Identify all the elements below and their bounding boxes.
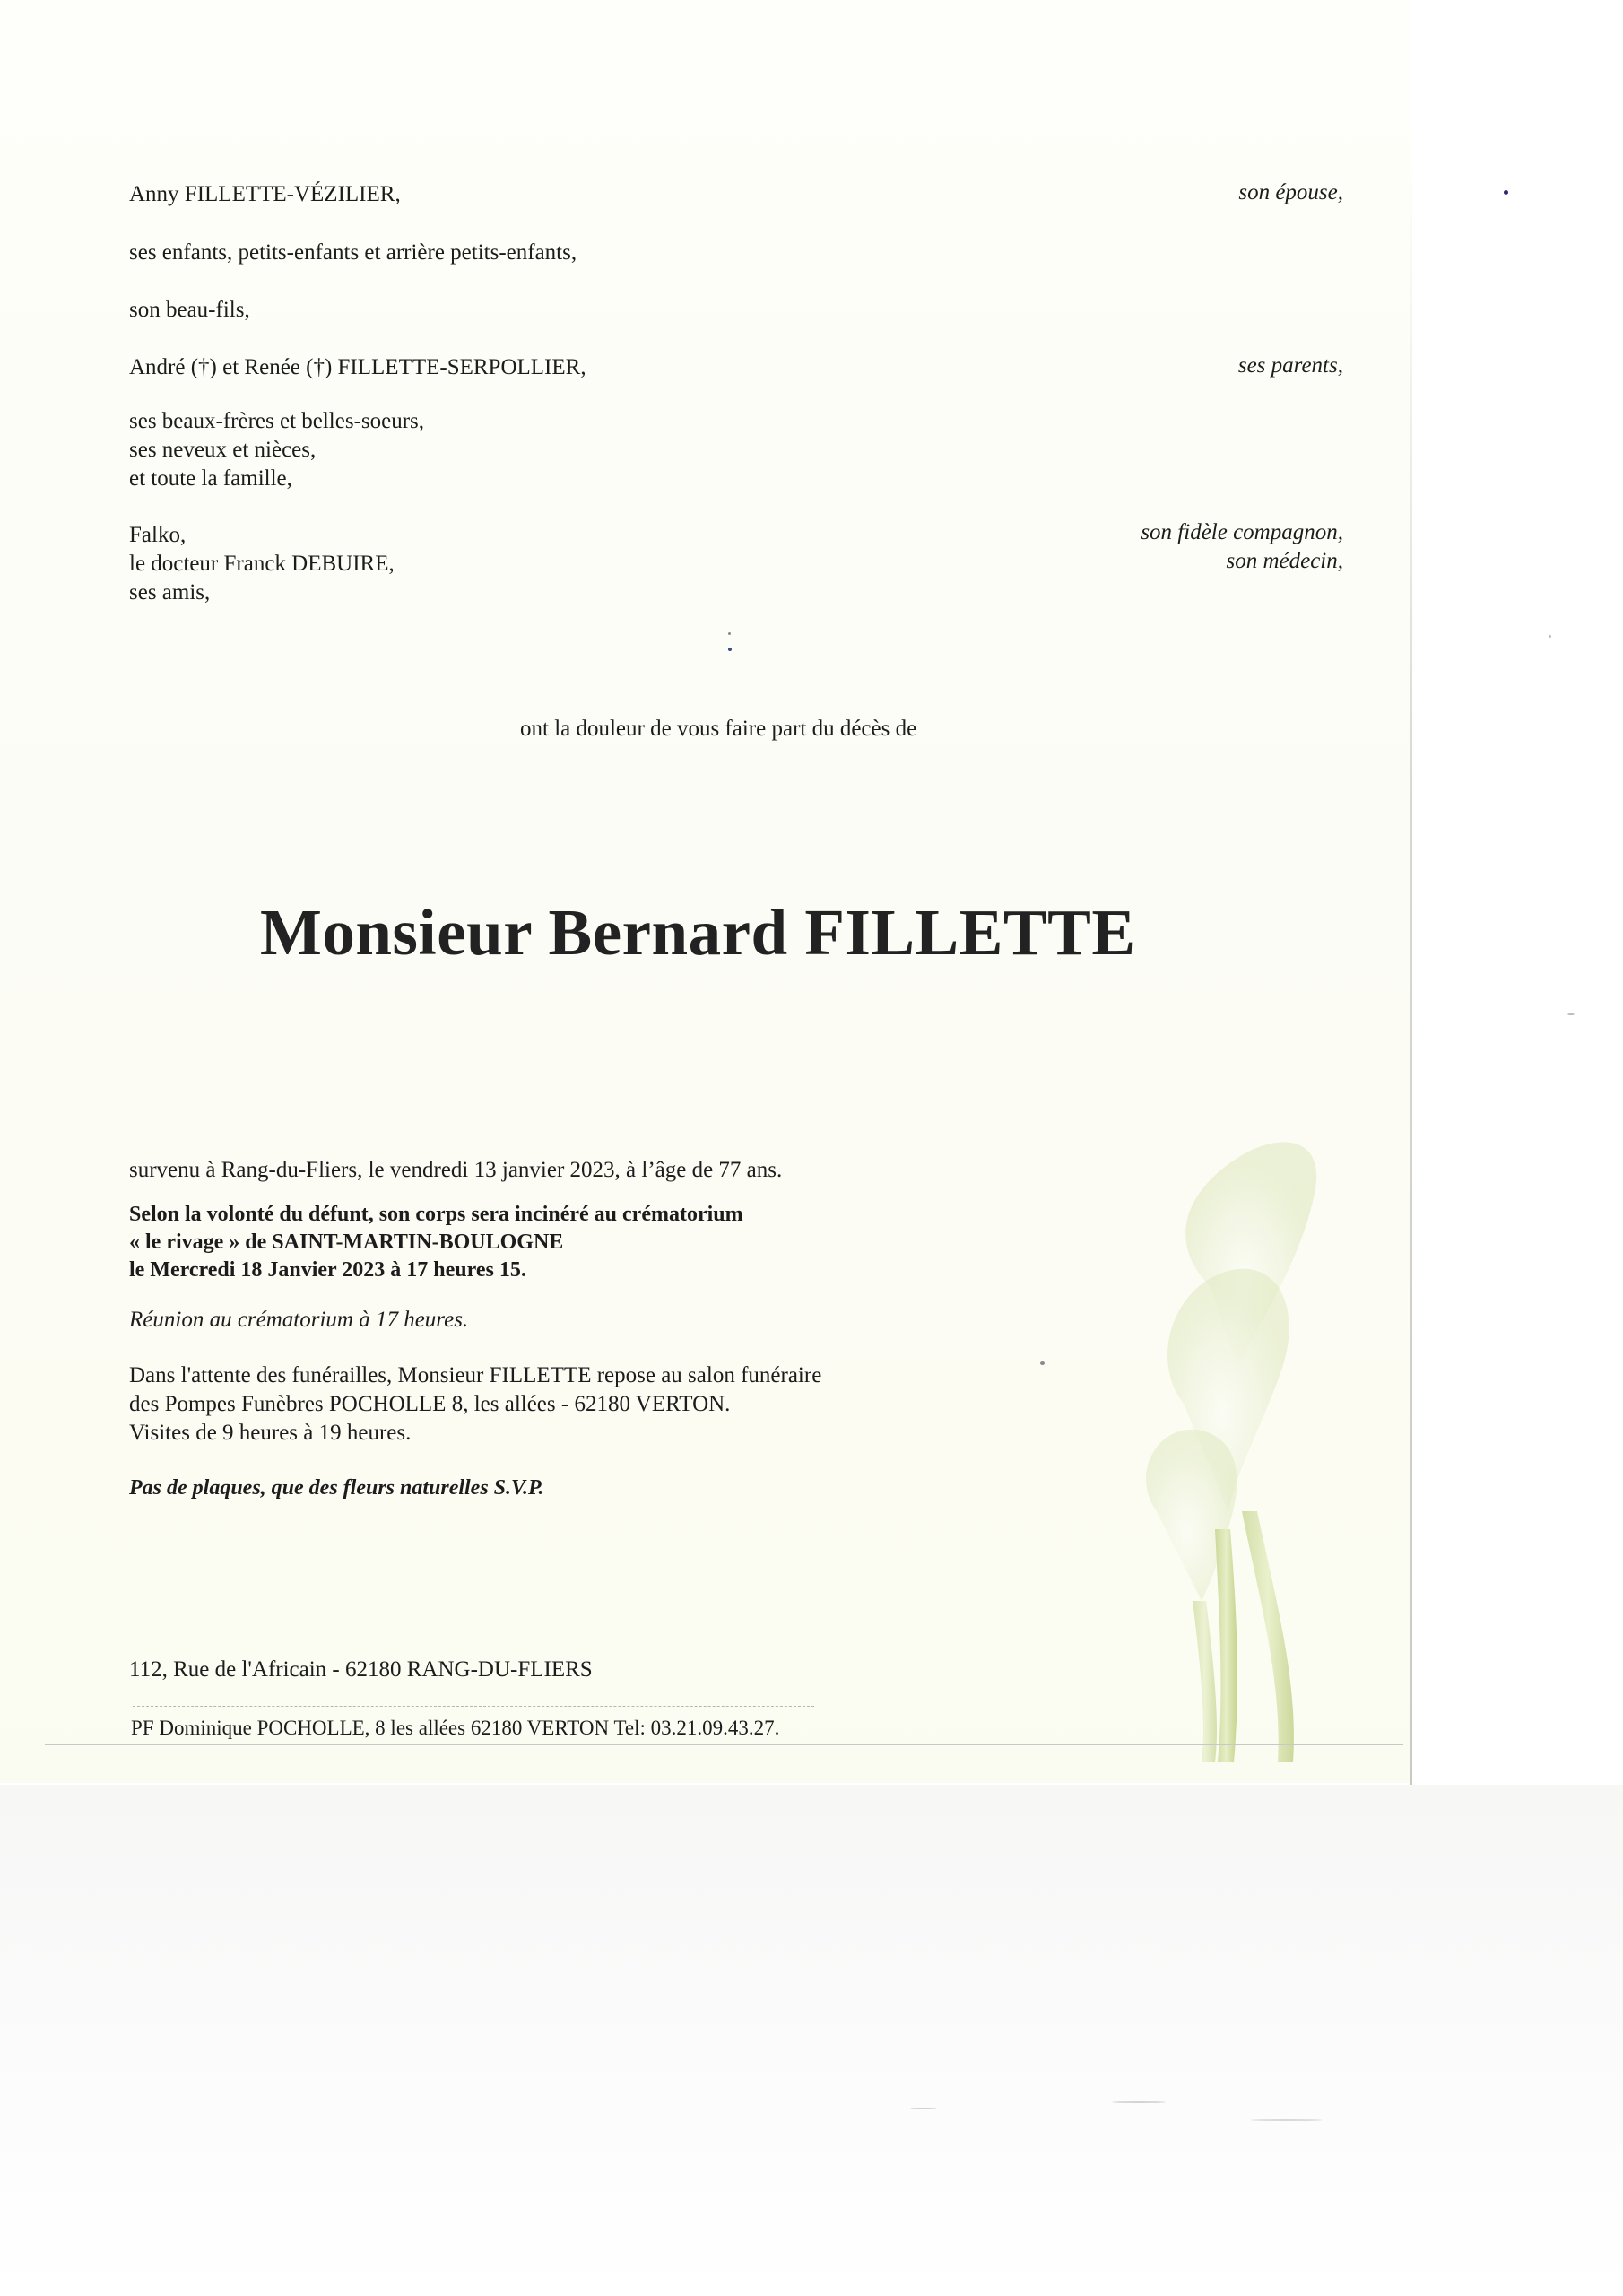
friends-line: le docteur Franck DEBUIRE, — [129, 552, 395, 576]
scan-background — [0, 1785, 1623, 2296]
flowers-request: Pas de plaques, que des fleurs naturelles S.V.P. — [129, 1476, 544, 1500]
viewing-info — [129, 1361, 821, 1448]
family-group-friends — [129, 521, 395, 607]
friends-line: Falko, — [129, 523, 187, 547]
death-details: survenu à Rang-du-Fliers, le vendredi 13 janvier 2023, à l’âge de 77 ans. — [129, 1158, 783, 1182]
family-line-parents: André (†) et Renée (†) FILLETTE-SERPOLLIER, — [129, 355, 586, 379]
funeral-home-footer: PF Dominique POCHOLLE, 8 les allées 62180 VERTON Tel: 03.21.09.43.27. — [131, 1717, 780, 1739]
cremation-line: le Mercredi 18 Janvier 2023 à 17 heures 15. — [129, 1258, 526, 1282]
scan-speck — [1112, 2101, 1166, 2103]
footer-dashed-rule — [133, 1706, 814, 1707]
announcement-text: ont la douleur de vous faire part du décès de — [520, 717, 917, 741]
family-line-children: ses enfants, petits-enfants et arrière petits-enfants, — [129, 240, 577, 265]
scan-speck — [1567, 1013, 1575, 1015]
scan-speck — [1504, 190, 1508, 195]
role-spouse: son épouse, — [1238, 180, 1343, 204]
deceased-name: Monsieur Bernard FILLETTE — [260, 896, 1136, 969]
relatives-line: et toute la famille, — [129, 466, 292, 491]
scan-speck — [910, 2108, 937, 2109]
footer-rule — [45, 1744, 1403, 1745]
gathering-info: Réunion au crématorium à 17 heures. — [129, 1308, 469, 1332]
family-group-relatives — [129, 407, 424, 493]
calla-lily-illustration — [1058, 1135, 1408, 1780]
scan-speck — [728, 632, 731, 635]
viewing-line: Visites de 9 heures à 19 heures. — [129, 1421, 412, 1445]
role-doctor: son médecin, — [1226, 549, 1343, 573]
role-parents: ses parents, — [1237, 353, 1343, 378]
relatives-line: ses beaux-frères et belles-soeurs, — [129, 409, 425, 433]
scan-speck — [1549, 635, 1551, 638]
viewing-line: des Pompes Funèbres POCHOLLE 8, les allées - 62180 VERTON. — [129, 1392, 731, 1416]
paper-edge — [1410, 144, 1412, 1785]
friends-roles — [1141, 518, 1343, 576]
family-line-spouse: Anny FILLETTE-VÉZILIER, — [129, 182, 401, 206]
scan-speck — [728, 648, 732, 651]
home-address: 112, Rue de l'Africain - 62180 RANG-DU-FLIERS — [129, 1657, 593, 1682]
role-companion: son fidèle compagnon, — [1141, 520, 1343, 544]
scan-speck — [1251, 2119, 1323, 2121]
friends-line: ses amis, — [129, 580, 211, 604]
cremation-line: « le rivage » de SAINT-MARTIN-BOULOGNE — [129, 1231, 564, 1254]
scan-speck — [1040, 1361, 1045, 1365]
family-line-son-in-law: son beau-fils, — [129, 298, 250, 322]
viewing-line: Dans l'attente des funérailles, Monsieur FILLETTE repose au salon funéraire — [129, 1363, 822, 1387]
relatives-line: ses neveux et nièces, — [129, 438, 317, 462]
cremation-line: Selon la volonté du défunt, son corps sera incinéré au crématorium — [129, 1203, 743, 1226]
cremation-details — [129, 1201, 743, 1284]
